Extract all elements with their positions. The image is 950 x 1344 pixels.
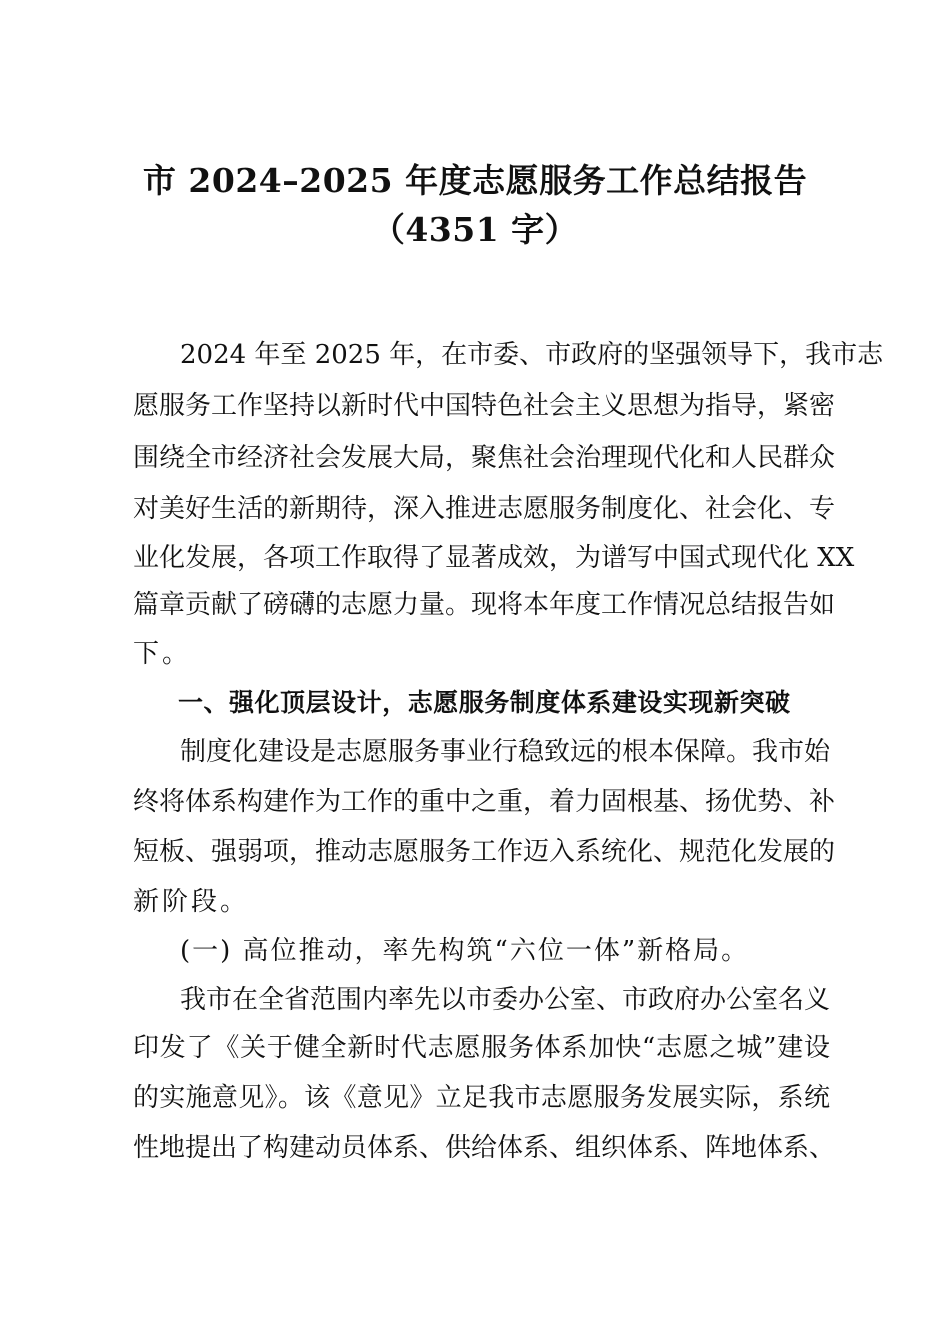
document-subtitle-word-count: （4351 字） [371,210,579,249]
subsection-para-line: 性地提出了构建动员体系、供给体系、组织体系、阵地体系、 [133,1133,836,1163]
intro-line: 对美好生活的新期待，深入推进志愿服务制度化、社会化、专 [133,494,836,524]
intro-line: 篇章贡献了磅礴的志愿力量。现将本年度工作情况总结报告如 [133,590,836,620]
subsection-para-line: 的实施意见》。该《意见》立足我市志愿服务发展实际，系统 [133,1083,830,1113]
section-heading: 一、强化顶层设计，志愿服务制度体系建设实现新突破 [178,688,790,717]
intro-line: 围绕全市经济社会发展大局，聚焦社会治理现代化和人民群众 [133,443,836,473]
subsection-para-line: 我市在全省范围内率先以市委办公室、市政府办公室名义 [180,985,831,1015]
section-para-line: 新阶段。 [133,887,250,917]
intro-line: 2024 年至 2025 年，在市委、市政府的坚强领导下，我市志 [180,340,884,370]
subsection-heading: (一) 高位推动，率先构筑“六位一体”新格局。 [180,936,750,966]
document-title: 市 2024–2025 年度志愿服务工作总结报告 [142,161,808,200]
section-para-line: 短板、强弱项，推动志愿服务工作迈入系统化、规范化发展的 [133,837,836,867]
intro-line: 业化发展，各项工作取得了显著成效，为谱写中国式现代化 XX [133,543,855,573]
intro-line: 愿服务工作坚持以新时代中国特色社会主义思想为指导，紧密 [133,391,836,421]
subsection-para-line: 印发了《关于健全新时代志愿服务体系加快“志愿之城”建设 [133,1033,830,1063]
intro-line: 下。 [133,639,192,669]
section-para-line: 制度化建设是志愿服务事业行稳致远的根本保障。我市始 [180,737,831,767]
section-para-line: 终将体系构建作为工作的重中之重，着力固根基、扬优势、补 [133,787,836,817]
